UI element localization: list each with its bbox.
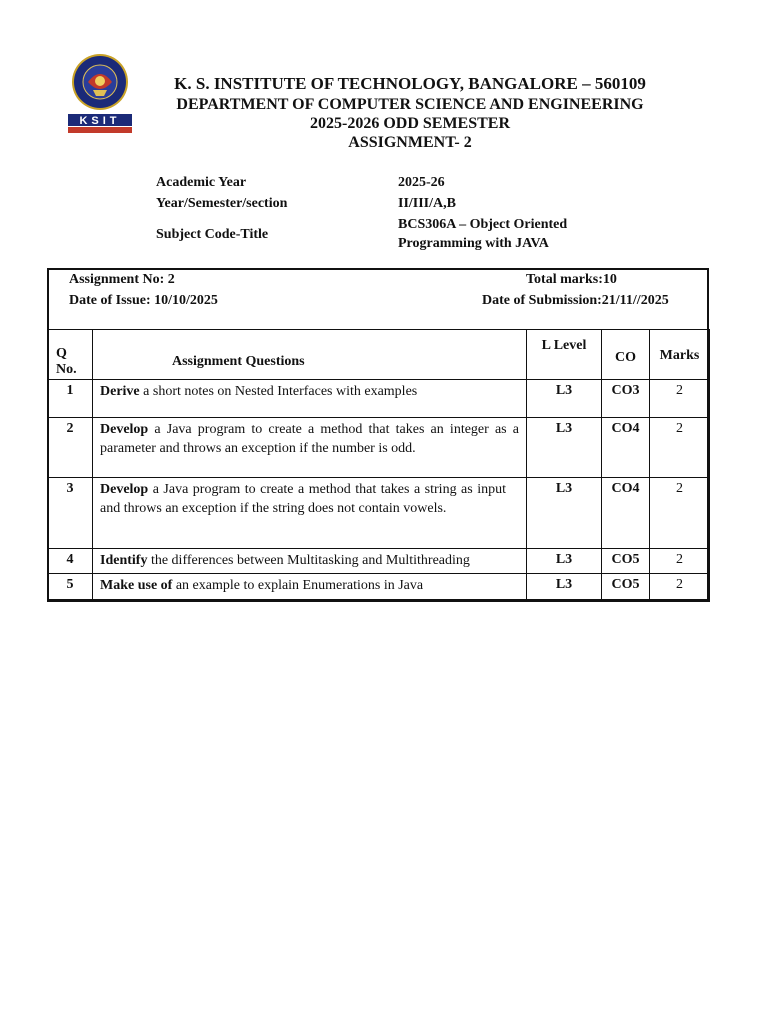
row-co: CO4: [602, 418, 650, 478]
question-verb: Make use of: [100, 578, 173, 593]
marks-header: Marks: [650, 330, 710, 380]
table-row: [48, 478, 710, 549]
row-marks: 2: [650, 380, 710, 418]
row-marks: 2: [650, 549, 710, 574]
question-body: a Java program to create a method that takes an integer as a parameter and throws an exception if the number is odd.: [100, 422, 519, 456]
academic-year-value: 2025-26: [398, 175, 445, 190]
row-co: CO5: [602, 549, 650, 574]
co-header: CO: [602, 330, 650, 380]
row-number: 1: [48, 380, 93, 418]
question-text: [93, 380, 527, 418]
semester-title: 2025-2026 ODD SEMESTER: [309, 115, 511, 132]
question-body: a short notes on Nested Interfaces with examples: [139, 384, 418, 399]
table-header-row: [48, 330, 710, 380]
question-verb: Identify: [100, 553, 148, 568]
row-level: L3: [527, 549, 602, 574]
table-row: [48, 549, 710, 574]
institute-title: K. S. INSTITUTE OF TECHNOLOGY, BANGALORE – 560109: [174, 74, 646, 93]
question-verb: Develop: [100, 422, 149, 437]
question-text: [93, 478, 527, 549]
assignment-title: ASSIGNMENT- 2: [348, 134, 472, 151]
question-text: [93, 574, 527, 602]
logo-text: KSIT: [79, 115, 121, 127]
qno-header: [48, 330, 93, 380]
academic-year-label: Academic Year: [156, 175, 247, 190]
department-title: DEPARTMENT OF COMPUTER SCIENCE AND ENGINEERING: [176, 96, 644, 113]
row-number: 4: [48, 549, 93, 574]
qno-header-line1: Q: [56, 346, 67, 361]
row-number: 5: [48, 574, 93, 602]
date-of-issue: Date of Issue: 10/10/2025: [69, 293, 218, 308]
row-number: 2: [48, 418, 93, 478]
row-level: L3: [527, 380, 602, 418]
row-marks: 2: [650, 574, 710, 602]
year-semester-value: II/III/A,B: [398, 196, 456, 211]
row-number: 3: [48, 478, 93, 549]
table-row: [48, 380, 710, 418]
question-verb: Derive: [100, 384, 140, 399]
question-header: Assignment Questions: [93, 330, 527, 380]
total-marks: Total marks:10: [526, 272, 617, 287]
row-level: L3: [527, 418, 602, 478]
questions-table: [47, 329, 710, 602]
row-marks: 2: [650, 418, 710, 478]
row-level: L3: [527, 574, 602, 602]
assignment-no: Assignment No: 2: [69, 272, 175, 287]
question-body: a Java program to create a method that takes a string as input and throws an exception if the string does not contain vowels.: [100, 482, 506, 516]
date-of-submission: Date of Submission:21/11//2025: [482, 293, 669, 308]
level-header: L Level: [527, 330, 602, 380]
row-co: CO5: [602, 574, 650, 602]
subject-value-line2: Programming with JAVA: [398, 236, 549, 251]
question-body: the differences between Multitasking and Multithreading: [147, 553, 470, 568]
table-row: [48, 418, 710, 478]
row-marks: 2: [650, 478, 710, 549]
ksit-logo: [66, 52, 134, 136]
subject-value-line1: BCS306A – Object Oriented: [398, 217, 568, 232]
row-level: L3: [527, 478, 602, 549]
question-text: [93, 418, 527, 478]
question-text: [93, 549, 527, 574]
question-verb: Develop: [100, 482, 149, 497]
subject-label: Subject Code-Title: [156, 227, 269, 242]
row-co: CO3: [602, 380, 650, 418]
row-co: CO4: [602, 478, 650, 549]
table-row: [48, 574, 710, 602]
qno-header-line2: No.: [56, 362, 77, 377]
question-body: an example to explain Enumerations in Java: [172, 578, 424, 593]
year-semester-label: Year/Semester/section: [156, 196, 288, 211]
